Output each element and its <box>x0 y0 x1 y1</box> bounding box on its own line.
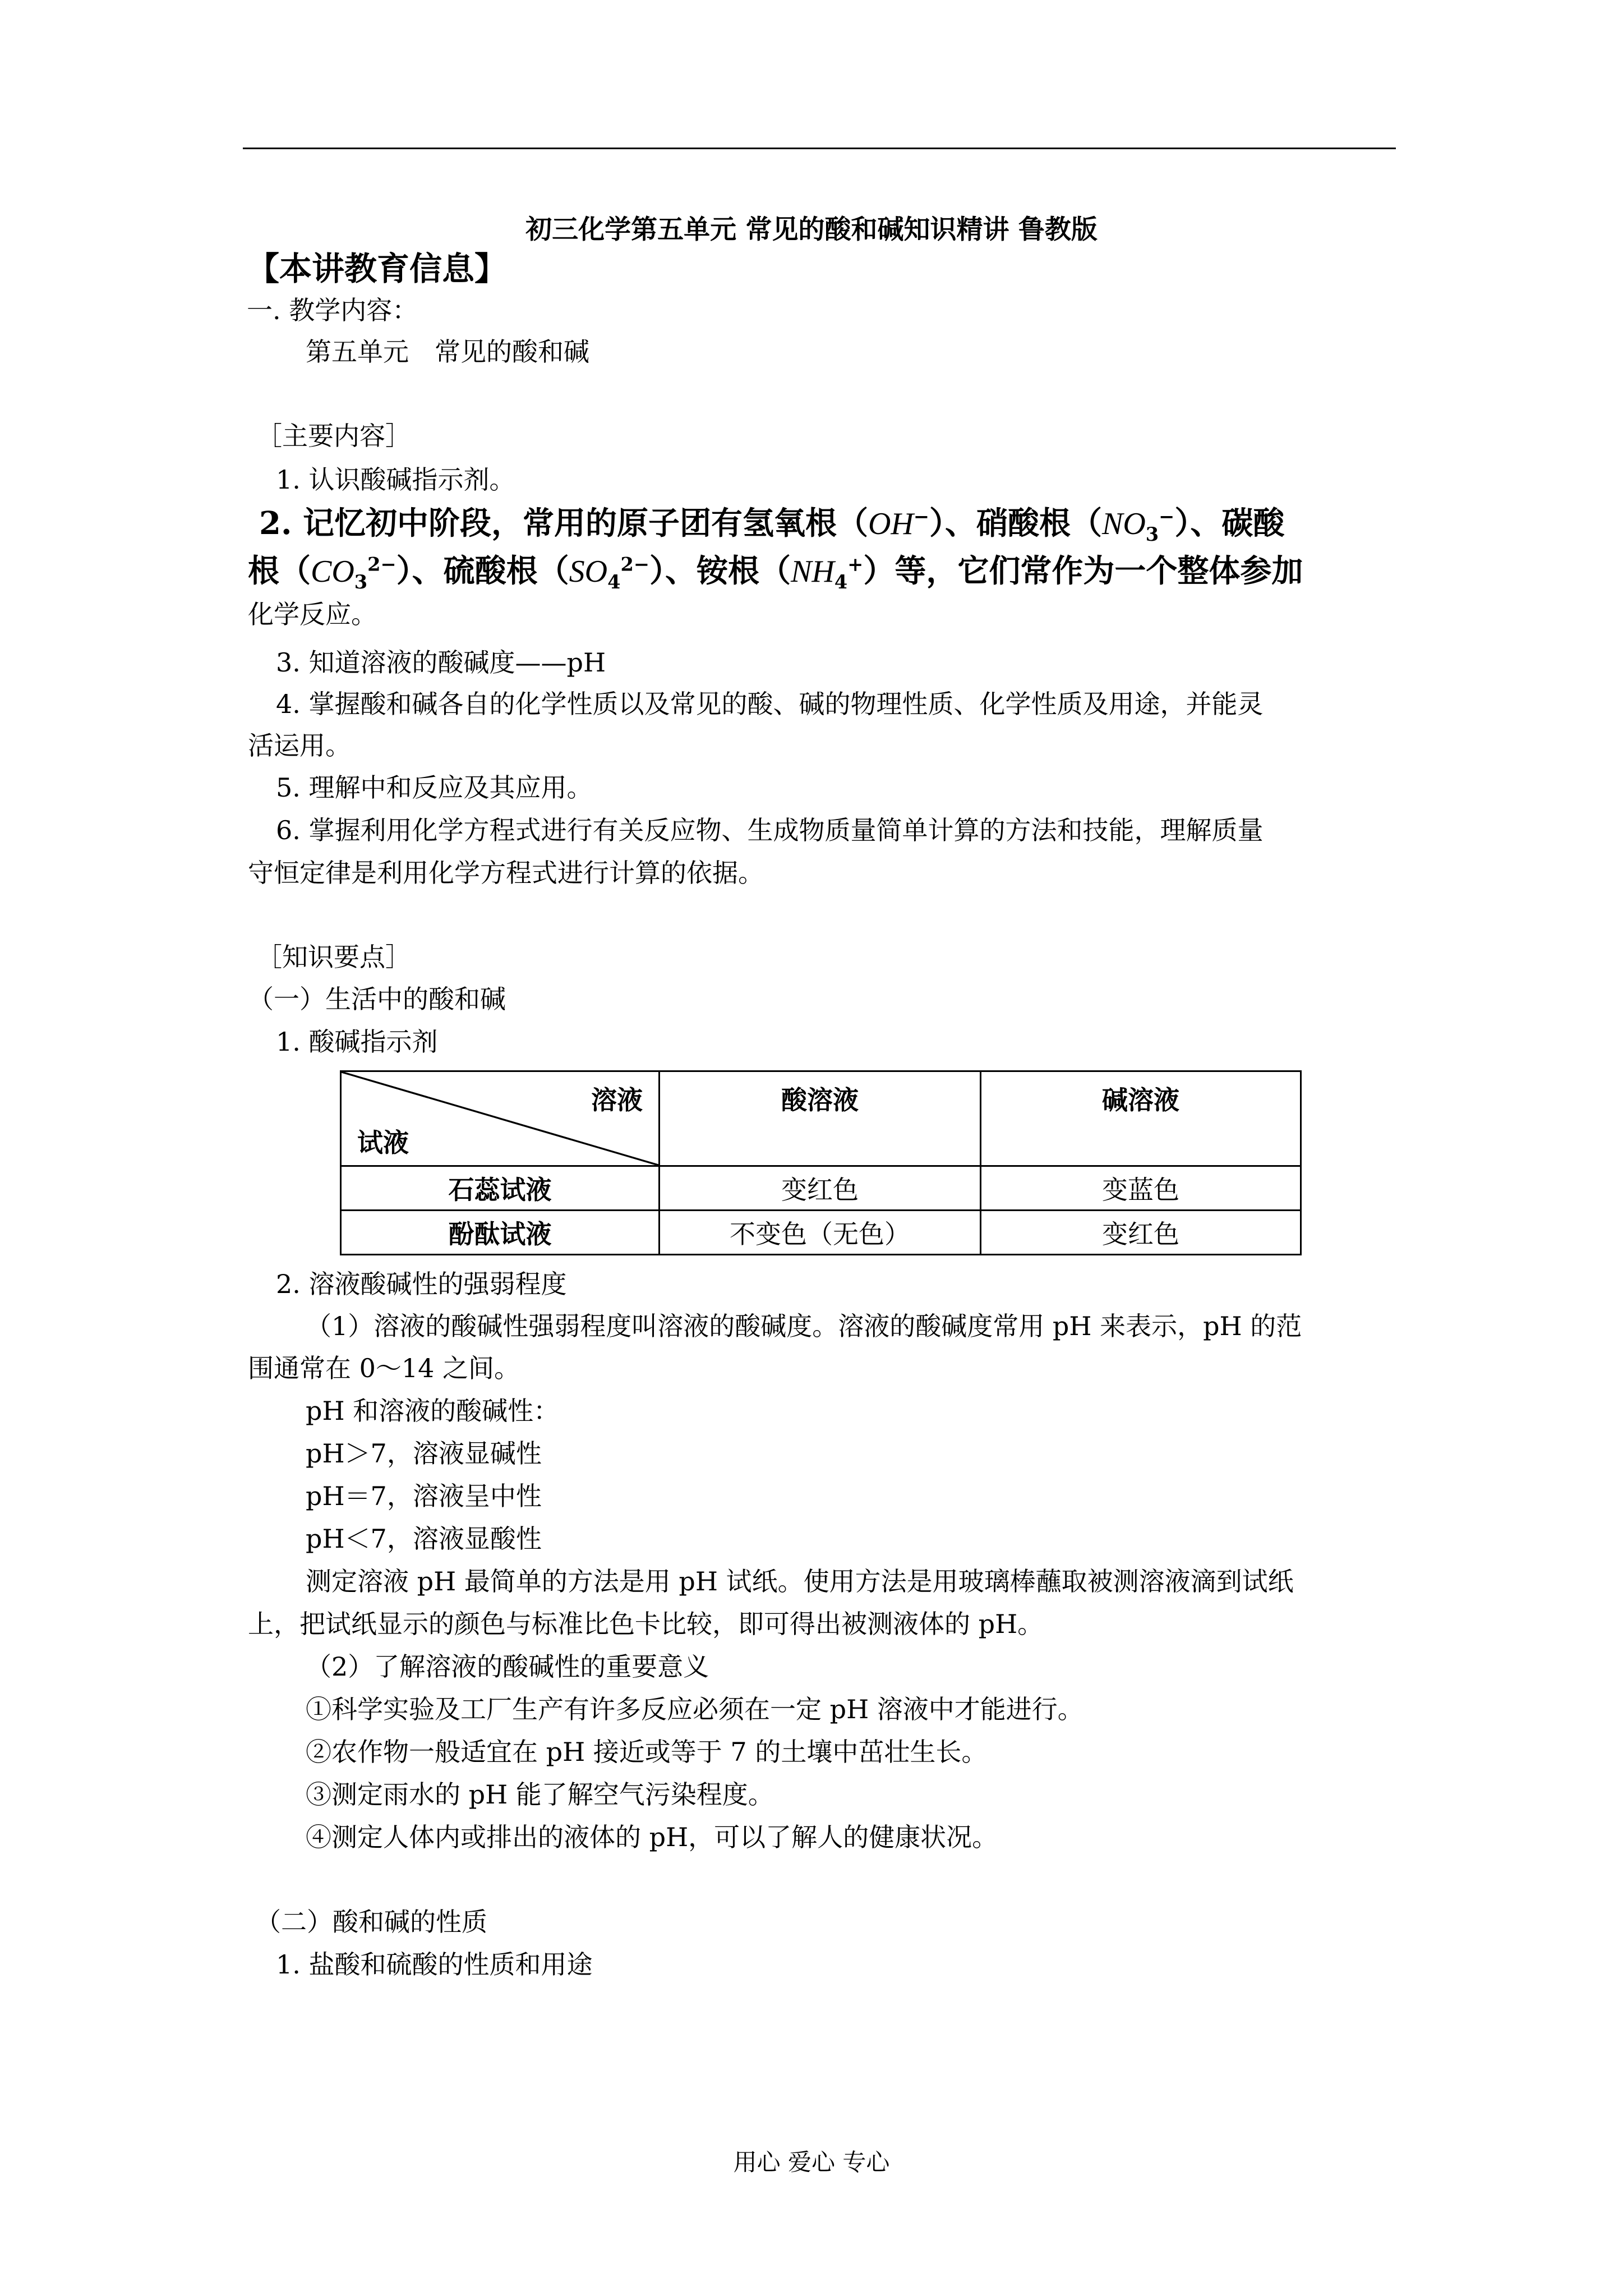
section-header: 【本讲教育信息】 <box>247 250 508 288</box>
main-item-6-line2: 守恒定律是利用化学方程式进行计算的依据。 <box>248 858 764 888</box>
ph-test-line1: 测定溶液 pH 最简单的方法是用 pH 试纸。使用方法是用玻璃棒蘸取被测溶液滴到试纸 <box>306 1566 1294 1596</box>
header-rule <box>243 148 1396 149</box>
main-item-6-line1: 6. 掌握利用化学方程式进行有关反应物、生成物质量简单计算的方法和技能，理解质量 <box>276 815 1264 845</box>
row-name: 石蕊试液 <box>341 1166 660 1211</box>
significance-item: ①科学实验及工厂生产有许多反应必须在一定 pH 溶液中才能进行。 <box>306 1694 1083 1724</box>
corner-bottom-label: 试液 <box>357 1128 409 1158</box>
page-footer: 用心 爱心 专心 <box>733 2148 890 2176</box>
table-row <box>341 1211 1301 1255</box>
table-corner-cell <box>341 1071 660 1166</box>
strength-title: 2. 溶液酸碱性的强弱程度 <box>276 1269 567 1299</box>
strength-p1-line1: （1）溶液的酸碱性强弱程度叫溶液的酸碱度。溶液的酸碱度常用 pH 来表示，pH 的范 <box>306 1311 1302 1341</box>
ph-intro: pH 和溶液的酸碱性： <box>306 1396 560 1426</box>
ph-alkaline: pH＞7，溶液显碱性 <box>306 1438 542 1469</box>
teaching-content-label: 一. 教学内容： <box>247 295 418 325</box>
significance-item: ④测定人体内或排出的液体的 pH，可以了解人的健康状况。 <box>306 1822 998 1852</box>
indicator-title: 1. 酸碱指示剂 <box>276 1027 438 1057</box>
col-acid-header: 酸溶液 <box>660 1071 981 1166</box>
main-item-2-line2: 根$(CO_3^{2-})$、硫酸根$(SO_4^{2-})$、铵根$(NH_4^+)$等，它们常作为一个整体参加 <box>248 553 1303 593</box>
row-name: 酚酞试液 <box>341 1211 660 1255</box>
ph-acidic: pH＜7，溶液显酸性 <box>306 1524 542 1554</box>
main-item-2-line1: 2. 记忆初中阶段，常用的原子团有氢氧根（OH−）、硝酸根$(NO_3^-)$、碳酸 <box>259 505 1285 546</box>
significance-item: ②农作物一般适宜在 pH 接近或等于 7 的土壤中茁壮生长。 <box>306 1737 988 1767</box>
main-item-1: 1. 认识酸碱指示剂。 <box>276 464 515 495</box>
ph-neutral: pH＝7，溶液呈中性 <box>306 1481 542 1511</box>
row-base: 变红色 <box>981 1211 1301 1255</box>
row-base: 变蓝色 <box>981 1166 1301 1211</box>
knowledge-label: ［知识要点］ <box>256 942 411 972</box>
row-acid: 不变色（无色） <box>660 1211 981 1255</box>
indicator-table <box>340 1070 1302 1255</box>
part2-title: （二）酸和碱的性质 <box>255 1907 487 1937</box>
strength-p1-line2: 围通常在 0～14 之间。 <box>248 1353 520 1383</box>
part1-title: （一）生活中的酸和碱 <box>248 984 506 1014</box>
table-row <box>341 1166 1301 1211</box>
main-item-4-line2: 活运用。 <box>248 730 351 761</box>
significance-item: ③测定雨水的 pH 能了解空气污染程度。 <box>306 1779 774 1810</box>
main-item-4-line1: 4. 掌握酸和碱各自的化学性质以及常见的酸、碱的物理性质、化学性质及用途，并能灵 <box>276 689 1264 719</box>
corner-top-label: 溶液 <box>591 1085 643 1115</box>
row-acid: 变红色 <box>660 1166 981 1211</box>
main-item-2-line3: 化学反应。 <box>248 599 377 629</box>
main-item-3: 3. 知道溶液的酸碱度——pH <box>276 647 606 678</box>
ph-test-line2: 上，把试纸显示的颜色与标准比色卡比较，即可得出被测液体的 pH。 <box>248 1609 1044 1639</box>
col-base-header: 碱溶液 <box>981 1071 1301 1166</box>
hcl-title: 1. 盐酸和硫酸的性质和用途 <box>276 1949 593 1980</box>
document-title: 初三化学第五单元 常见的酸和碱知识精讲 鲁教版 <box>525 214 1098 245</box>
significance-title: （2）了解溶液的酸碱性的重要意义 <box>306 1651 709 1682</box>
main-content-label: ［主要内容］ <box>256 421 411 451</box>
unit-name: 第五单元 常见的酸和碱 <box>306 337 589 367</box>
main-item-5: 5. 理解中和反应及其应用。 <box>276 772 593 803</box>
